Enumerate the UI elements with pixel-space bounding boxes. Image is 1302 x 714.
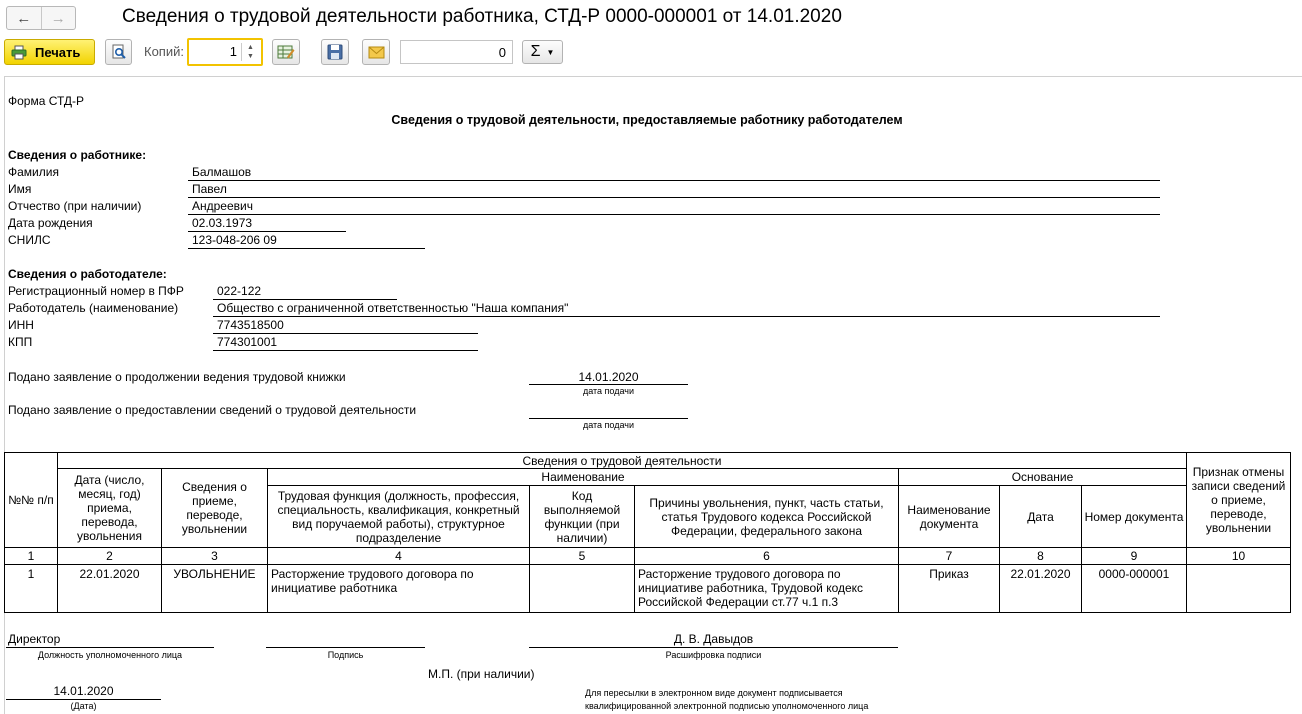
continue-date-underline xyxy=(529,384,688,385)
continue-application-label: Подано заявление о продолжении ведения трудовой книжки xyxy=(8,370,346,384)
decoded-caption: Расшифровка подписи xyxy=(665,650,762,660)
col-number: 2 xyxy=(58,548,162,565)
reg-value: 022-122 xyxy=(217,284,262,298)
cell-info: УВОЛЬНЕНИЕ xyxy=(162,565,268,613)
header-info: Сведения о приеме, переводе, увольнении xyxy=(162,469,268,548)
snils-underline xyxy=(188,248,425,249)
snils-value: 123-048-206 09 xyxy=(192,233,277,247)
provide-date-caption: дата подачи xyxy=(582,420,635,430)
cell-code xyxy=(530,565,635,613)
birth-label: Дата рождения xyxy=(8,216,93,230)
signer-position: Директор xyxy=(8,632,61,646)
chevron-down-icon: ▼ xyxy=(546,47,555,57)
cell-function: Расторжение трудового договора по инициативе работника xyxy=(268,565,530,613)
inn-underline xyxy=(213,333,478,334)
spin-arrows-icon[interactable]: ▲ ▼ xyxy=(241,43,259,61)
col-number: 7 xyxy=(899,548,1000,565)
printer-icon xyxy=(11,45,27,60)
sheet-border-left xyxy=(4,76,5,714)
cell-num: 1 xyxy=(5,565,58,613)
employer-section-title: Сведения о работодателе: xyxy=(8,267,167,281)
sign-underline xyxy=(266,647,425,648)
preview-button[interactable] xyxy=(105,39,132,65)
send-email-button[interactable] xyxy=(362,39,390,65)
kpp-underline xyxy=(213,350,478,351)
surname-label: Фамилия xyxy=(8,165,59,179)
copies-stepper[interactable] xyxy=(187,38,263,66)
name-underline xyxy=(188,197,1160,198)
kpp-value: 774301001 xyxy=(217,335,278,349)
col-number: 1 xyxy=(5,548,58,565)
provide-date-underline xyxy=(529,418,688,419)
preview-icon xyxy=(111,44,127,60)
surname-value: Балмашов xyxy=(192,165,252,179)
print-button[interactable] xyxy=(4,39,95,65)
header-date: Дата (число, месяц, год) приема, перевода, увольнения xyxy=(58,469,162,548)
header-doc-date: Дата xyxy=(1000,486,1082,548)
cell-date: 22.01.2020 xyxy=(58,565,162,613)
col-number: 10 xyxy=(1187,548,1291,565)
cell-cancel xyxy=(1187,565,1291,613)
snils-label: СНИЛС xyxy=(8,233,51,247)
cell-reason: Расторжение трудового договора по инициативе работника, Трудовой кодекс Российской Федерации ст.77 ч.1 п.3 xyxy=(635,565,899,613)
header-num: №№ п/п xyxy=(5,453,58,548)
copies-value[interactable]: 1 xyxy=(229,44,237,59)
col-number: 4 xyxy=(268,548,530,565)
cell-doc-name: Приказ xyxy=(899,565,1000,613)
cell-doc-date: 22.01.2020 xyxy=(1000,565,1082,613)
sign-caption: Подпись xyxy=(327,650,364,660)
cell-doc-num: 0000-000001 xyxy=(1082,565,1187,613)
navigation-buttons xyxy=(6,6,76,30)
save-button[interactable] xyxy=(321,39,349,65)
header-activity: Сведения о трудовой деятельности xyxy=(58,453,1187,469)
electronic-note-line1: Для пересылки в электронном виде документ подписывается xyxy=(585,688,843,698)
col-number: 6 xyxy=(635,548,899,565)
date-caption: (Дата) xyxy=(70,701,97,711)
edit-table-icon xyxy=(277,44,295,60)
col-number: 3 xyxy=(162,548,268,565)
surname-underline xyxy=(188,180,1160,181)
patronymic-label: Отчество (при наличии) xyxy=(8,199,142,213)
header-reason: Причины увольнения, пункт, часть статьи, статья Трудового кодекса Российской Федерации, федерального закона xyxy=(635,486,899,548)
provide-application-label: Подано заявление о предоставлении сведений о трудовой деятельности xyxy=(8,403,417,417)
forward-icon[interactable]: → xyxy=(50,9,66,27)
table-row xyxy=(5,565,1291,613)
sum-field[interactable]: 0 xyxy=(400,40,513,64)
envelope-icon xyxy=(368,46,385,59)
employer-name-label: Работодатель (наименование) xyxy=(8,301,179,315)
position-caption: Должность уполномоченного лица xyxy=(37,650,183,660)
kpp-label: КПП xyxy=(8,335,33,349)
header-doc-name: Наименование документа xyxy=(899,486,1000,548)
edit-button[interactable] xyxy=(272,39,300,65)
save-icon xyxy=(327,44,343,60)
column-numbers-row xyxy=(5,548,1291,565)
employment-table xyxy=(4,452,1291,613)
header-code: Код выполняемой функции (при наличии) xyxy=(530,486,635,548)
employer-name-underline xyxy=(213,316,1160,317)
patronymic-value: Андреевич xyxy=(192,199,253,213)
birth-value: 02.03.1973 xyxy=(192,216,253,230)
header-cancel: Признак отмены записи сведений о приеме, переводе, увольнении xyxy=(1187,453,1291,548)
col-number: 5 xyxy=(530,548,635,565)
header-basis: Основание xyxy=(899,469,1187,486)
decoded-underline xyxy=(529,647,898,648)
signature-date: 14.01.2020 xyxy=(53,684,114,698)
stamp-label: М.П. (при наличии) xyxy=(428,667,535,681)
document-heading: Сведения о трудовой деятельности, предоставляемые работнику работодателем xyxy=(391,113,903,127)
name-label: Имя xyxy=(8,182,32,196)
date-underline xyxy=(6,699,161,700)
header-function: Трудовая функция (должность, профессия, специальность, квалификация, конкретный вид поручаемой работы), структурное подразделение xyxy=(268,486,530,548)
employee-section-title: Сведения о работнике: xyxy=(8,148,147,162)
col-number: 9 xyxy=(1082,548,1187,565)
continue-date-caption: дата подачи xyxy=(582,386,635,396)
col-number: 8 xyxy=(1000,548,1082,565)
sum-dropdown-button[interactable] xyxy=(522,40,563,64)
print-label: Печать xyxy=(35,44,81,60)
header-naming: Наименование xyxy=(268,469,899,486)
form-name: Форма СТД-Р xyxy=(8,94,85,108)
position-underline xyxy=(6,647,214,648)
inn-label: ИНН xyxy=(8,318,34,332)
electronic-note-line2: квалифицированной электронной подписью уполномоченного лица xyxy=(585,701,869,711)
reg-label: Регистрационный номер в ПФР xyxy=(8,284,184,298)
patronymic-underline xyxy=(188,214,1160,215)
continue-application-date: 14.01.2020 xyxy=(578,370,639,384)
header-doc-num: Номер документа xyxy=(1082,486,1187,548)
back-icon[interactable]: ← xyxy=(7,7,42,29)
inn-value: 7743518500 xyxy=(217,318,284,332)
sigma-icon: Σ xyxy=(530,43,541,60)
name-value: Павел xyxy=(192,182,227,196)
employer-name-value: Общество с ограниченной ответственностью "Наша компания" xyxy=(217,301,569,315)
copies-label: Копий: xyxy=(144,44,184,59)
reg-underline xyxy=(213,299,397,300)
window-title: Сведения о трудовой деятельности работника, СТД-Р 0000-000001 от 14.01.2020 xyxy=(122,6,842,27)
signer-name: Д. В. Давыдов xyxy=(673,632,754,646)
sheet-border-top xyxy=(4,76,1302,77)
birth-underline xyxy=(188,231,346,232)
